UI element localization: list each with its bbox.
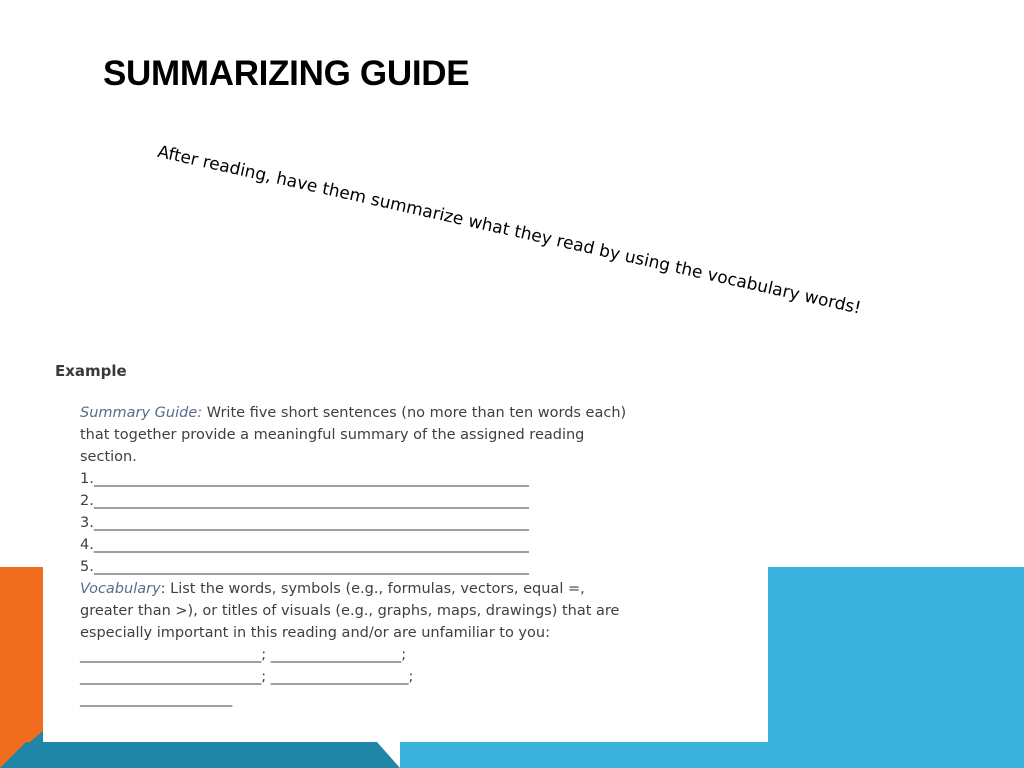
vocabulary-blank-2: _________________________; ___________________; (80, 669, 414, 685)
vocabulary-line-2: greater than >), or titles of visuals (e.g., graphs, maps, drawings) that are (80, 603, 620, 619)
slide-instruction: After reading, have them summarize what they read by using the vocabulary words! (155, 142, 863, 319)
slide-title: SUMMARIZING GUIDE (103, 54, 470, 93)
decorative-teal-band (0, 742, 400, 768)
vocabulary-line-1 (80, 578, 750, 600)
summary-blank-5: 5.____________________________________________________________ (80, 559, 529, 575)
summary-blank-3: 3.____________________________________________________________ (80, 515, 529, 531)
summary-guide (80, 402, 750, 710)
summary-blank-4: 4.____________________________________________________________ (80, 537, 529, 553)
summary-guide-text: Write five short sentences (no more than ten words each) (202, 405, 627, 421)
example-document (43, 348, 768, 742)
vocabulary-term: Vocabulary (80, 581, 161, 597)
vocabulary-blank-3: _____________________ (80, 691, 233, 707)
vocabulary-blank-1: _________________________; __________________; (80, 647, 407, 663)
summary-guide-line-3: section. (80, 449, 137, 465)
summary-guide-line-2: that together provide a meaningful summary of the assigned reading (80, 427, 585, 443)
vocabulary-line-3: especially important in this reading and/or are unfamiliar to you: (80, 625, 550, 641)
summary-blank-2: 2.____________________________________________________________ (80, 493, 529, 509)
vocabulary-text: : List the words, symbols (e.g., formulas, vectors, equal =, (160, 581, 585, 597)
summary-blank-1: 1.____________________________________________________________ (80, 471, 529, 487)
summary-guide-term: Summary Guide: (80, 405, 203, 421)
example-label: Example (55, 362, 127, 380)
summary-guide-line-1 (80, 402, 750, 424)
